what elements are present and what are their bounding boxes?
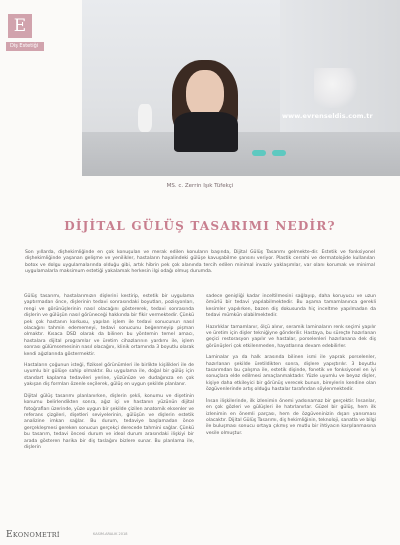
paragraph: sadece genişliği kadar inceltilmesini sağlayıp, daha koruyucu ve uzun ömürlü bir tedavi yapılabilmektedir. Bu aşama tamamlanınca gerekli kesimler yapılırken, bazen diş dokusunda hiç inceltme yapılmadan da tedavi mümkün olabilmektedir. <box>206 294 376 319</box>
paragraph: Hazırlıklar tamamlanır, ölçü alınır, seramik laminaların renk seçimi yapılır ve üretim için dişler tekniğiyne gönderilir. Hastaya, bu süreçte hazırlanan geçici restorasyon yapılır ve hastalar, porselenleri hazırlanana dek diş görünüşleri çok etkilenmeden, hayatlarına devam edebilirler. <box>206 324 376 349</box>
article-column-right <box>206 294 376 442</box>
vase-decoration <box>138 104 152 132</box>
website-url[interactable]: www.evrenseldis.com.tr <box>282 112 373 120</box>
photo-caption: MS. c. Zerrin Işık Tüfekçi <box>166 183 234 189</box>
teal-object <box>252 150 266 156</box>
issue-date: KASIM-ARALIK 2018 <box>93 532 128 536</box>
portrait-body <box>174 112 238 152</box>
section-label: Diş Estetiği <box>6 42 44 51</box>
portrait-photo <box>82 0 400 176</box>
article-column-left <box>24 294 194 456</box>
article-intro: Son yıllarda, dişhekimliğinde en çok konuşulan ve merak edilen konuların başında, Dijital Gülüş Tasarımı gelmekte-dir. Estetik ve fonksiyonel dişhekimliğinde yaşanan gelişme ve yenilikler, hastaların hayalindeki gülüşe kavuşabilme şansını veriyor. Plastik cerrahi ve dermatolojide kullanılan botox ve dolgu uygulamalarında olduğu gibi, artık hibrin pek çok alanında tercih edilen minimal invaziv yaklaşımlar, var olanı korumak ve minimal uygulamalarla maksimum estetiği yakalamak herkesin ilgi odağı olmuş durumda. <box>25 250 375 275</box>
paragraph: İnsan ilişkilerinde, ilk izlenimin önemi yadsınamaz bir gerçektir. İnsanlar, en çok gözleri ve gülüşleri ile hatırlanırlar. Güzel bir gülüş, hem ilk izlenimin en önemli parçası, hem de özgüveninizin dışarı yansıması olacaktır. Dijital Gülüş Tasarımı, diş hekimliğinin, teknoloji, sanatla ve bilgi ile buluşması sonucu ortaya çıkmış ve mutlu bir ihtiyacın karşılanmasına vesile olmuştur. <box>206 398 376 436</box>
paragraph: Laminalar ya da halk arasında bilinen ismi ile yaprak porselenler, hazırlanan şekilde üretildikten sonra, dişlere yapıştırılır. 3 boyutlu tasarımdan bu çalışma ile, estetik dişinde, fonetik ve fonksiyonel en iyi sonuçlara elde edilmesi amaçlanmaktadır. Yüzle uyumlu ve beyaz dişler, kişiye daha etkileyici bir görünüş verecek bunun, bireylerin kendine olan özgüvenlerinde artış olduğu hastalar tarafından söylenmektedir. <box>206 355 376 393</box>
photo-shelf <box>82 132 400 176</box>
orchid-decoration <box>314 68 360 108</box>
section-letter: E <box>8 14 32 38</box>
magazine-brand: EKONOMETRİ <box>6 530 60 540</box>
paragraph: Gülüş tasarımı, hastalarımızın dişlerini kestirip, estetik bir uygulama yaptırmadan önce, dişlerinin tedavi sonrasındaki boyutları, pozisyonları, rengi ve görünüşlerinin nasıl olacağını göstererek, tedavi sonrasında dişlerin ve gülüşün nasıl görüneceği hakkında bir fikir vermektedir. Çünkü pek çok hastanın korkusu, yapılan işlem ile tedavi sonucunun nasıl olacağını tahmin edememeyi, tedavi sonucunu beğenmeyip pişman olmaktır. Kısaca DSD olarak da bilinen bu yöntemin temel amacı, hastalara dijital programlar ve üretim cihazlarının yardımı ile, işlem sonrası gülümsemesinin nasıl olacağını, klinik ortamında 3 boyutlu olarak kendi ağızlarında göstermektir. <box>24 294 194 357</box>
paragraph: Hastaların çoğunun isteği, fiziksel görünümleri ile birlikte kişilikleri ile de uyumlu bir gülüşe sahip olmaktır. Bu uygulama ile, doğal bir gülüş için standart kaplama tedavileri yerine, yüzünüze ve dudağınıza en çok yakışan diş formları özenle seçilerek, gülüş en uygun şekilde planlanır. <box>24 363 194 388</box>
portrait-face <box>186 70 224 118</box>
article-title: DİJİTAL GÜLÜŞ TASARIMI NEDİR? <box>64 219 336 233</box>
paragraph: Dijital gülüş tasarımı planlanırken, dişlerin şekli, konumu ve dişetinin konumu belirlendikten sonra, ağız içi ve hastanın yüzünün dijital fotoğrafları üzerinde, yüze uygun bir şekilde çizilen anatomik eksenler ve referans çizgileri, dişetleri seviyelerinin, gülüşün ve dişlerin estetik analizine imkan sağlar. Bu durum, tedaviye başlamadan önce gerçekleşmesi gereken sonucun gerçekçi derecede tahmini sağlar. Çünkü bu tasarım, tedavi öncesi durum ve ideal durum arasındaki ilişkiyi bir arada gösteren harika bir diş taslağını bizlere sunar. Bu planlama ile, dişlerin <box>24 393 194 450</box>
teal-object <box>272 150 286 156</box>
